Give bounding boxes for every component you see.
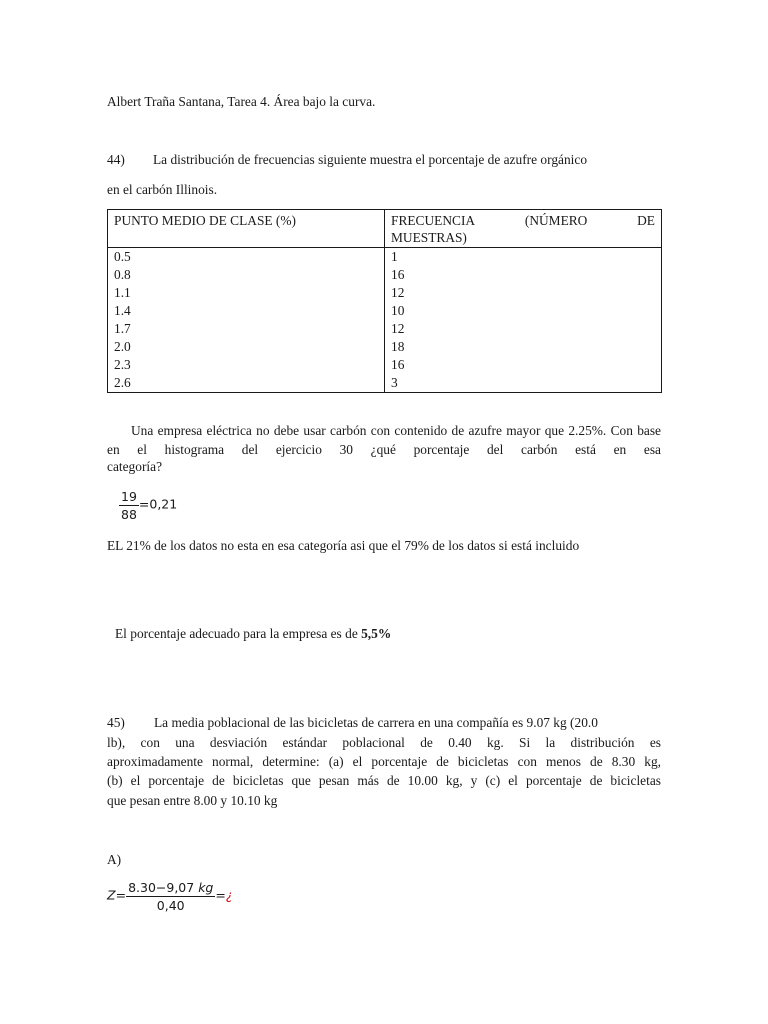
fraction-result: =0,21: [138, 496, 178, 512]
fraction-numerator: 19: [121, 489, 137, 504]
z-denominator: 0,40: [156, 898, 185, 913]
midpoint-cell: 2.0: [114, 339, 131, 354]
part-a-label: A): [107, 852, 122, 867]
question-45-line3: aproximadamente normal, determine: (a) el porcentaje de bicicletas con menos de 8.30 kg,: [107, 754, 661, 769]
z-equals: =: [115, 887, 127, 903]
col-header-frequency: [385, 210, 662, 248]
question-45-line4: (b) el porcentaje de bicicletas que pesan más de 10.00 kg, y (c) el porcentaje de bicicletas: [107, 773, 661, 788]
question-45-line5: que pesan entre 8.00 y 10.10 kg: [107, 793, 278, 808]
midpoint-column: [108, 248, 385, 393]
answer-line: [115, 626, 391, 642]
z-numerator-value: 8.30−9,07: [128, 880, 195, 895]
answer-prefix: El porcentaje adecuado para la empresa es de: [115, 626, 362, 641]
conclusion-text: EL 21% de los datos no esta en esa categoría asi que el 79% de los datos si está incluido: [107, 538, 580, 553]
frequency-cell: 16: [391, 357, 405, 372]
col-header-frequency-word2: (NÚMERO: [524, 213, 588, 228]
fraction-expression: [119, 489, 177, 522]
document-header: Albert Traña Santana, Tarea 4. Área bajo la curva.: [107, 94, 376, 109]
fraction-denominator: 88: [121, 507, 137, 522]
frequency-cell: 12: [391, 321, 405, 336]
frequency-cell: 1: [391, 249, 398, 264]
frequency-table: [107, 209, 662, 393]
frequency-cell: 12: [391, 285, 405, 300]
question-45-line1: La media poblacional de las bicicletas de carrera en una compañía es 9.07 kg (20.0: [154, 715, 598, 730]
question-45-line2: lb), con una desviación estándar poblacional de 0.40 kg. Si la distribución es: [107, 735, 661, 750]
fraction: [119, 489, 139, 522]
col-header-frequency-word4: MUESTRAS): [391, 230, 467, 245]
midpoint-cell: 1.4: [114, 303, 131, 318]
z-result: ¿: [225, 887, 233, 903]
question-45-number: 45): [107, 715, 125, 730]
z-numerator-unit: kg: [198, 880, 214, 895]
question-44-number: 44): [107, 152, 125, 167]
midpoint-cell: 0.5: [114, 249, 131, 264]
frequency-cell: 18: [391, 339, 405, 354]
col-header-frequency-word1: FRECUENCIA: [391, 213, 476, 228]
table-body-row: [108, 248, 662, 393]
table-header-row: [108, 210, 662, 248]
midpoint-cell: 1.1: [114, 285, 131, 300]
paragraph-coal-question: Una empresa eléctrica no debe usar carbón con contenido de azufre mayor que 2.25%. Con base en el histograma del ejercicio 30 ¿qué porcentaje del carbón está en esa: [107, 423, 661, 457]
frequency-column: [385, 248, 662, 393]
paragraph-coal-question-end: categoría?: [107, 459, 163, 474]
question-44-text-line2: en el carbón Illinois.: [107, 182, 218, 197]
col-header-frequency-word3: DE: [637, 213, 655, 228]
midpoint-cell: 2.6: [114, 375, 131, 390]
frequency-cell: 3: [391, 375, 398, 390]
midpoint-cell: 1.7: [114, 321, 131, 336]
midpoint-cell: 2.3: [114, 357, 131, 372]
question-44-text-line1: La distribución de frecuencias siguiente muestra el porcentaje de azufre orgánico: [153, 152, 588, 167]
col-header-midpoint: PUNTO MEDIO DE CLASE (%): [108, 210, 385, 248]
z-equals-2: =: [215, 887, 226, 903]
z-numerator: [126, 880, 215, 897]
frequency-cell: 16: [391, 267, 405, 282]
z-fraction: [126, 880, 215, 913]
answer-value: 5,5%: [361, 626, 392, 641]
frequency-cell: 10: [391, 303, 405, 318]
z-score-formula: [107, 880, 233, 913]
z-variable: Z: [107, 887, 116, 903]
midpoint-cell: 0.8: [114, 267, 131, 282]
